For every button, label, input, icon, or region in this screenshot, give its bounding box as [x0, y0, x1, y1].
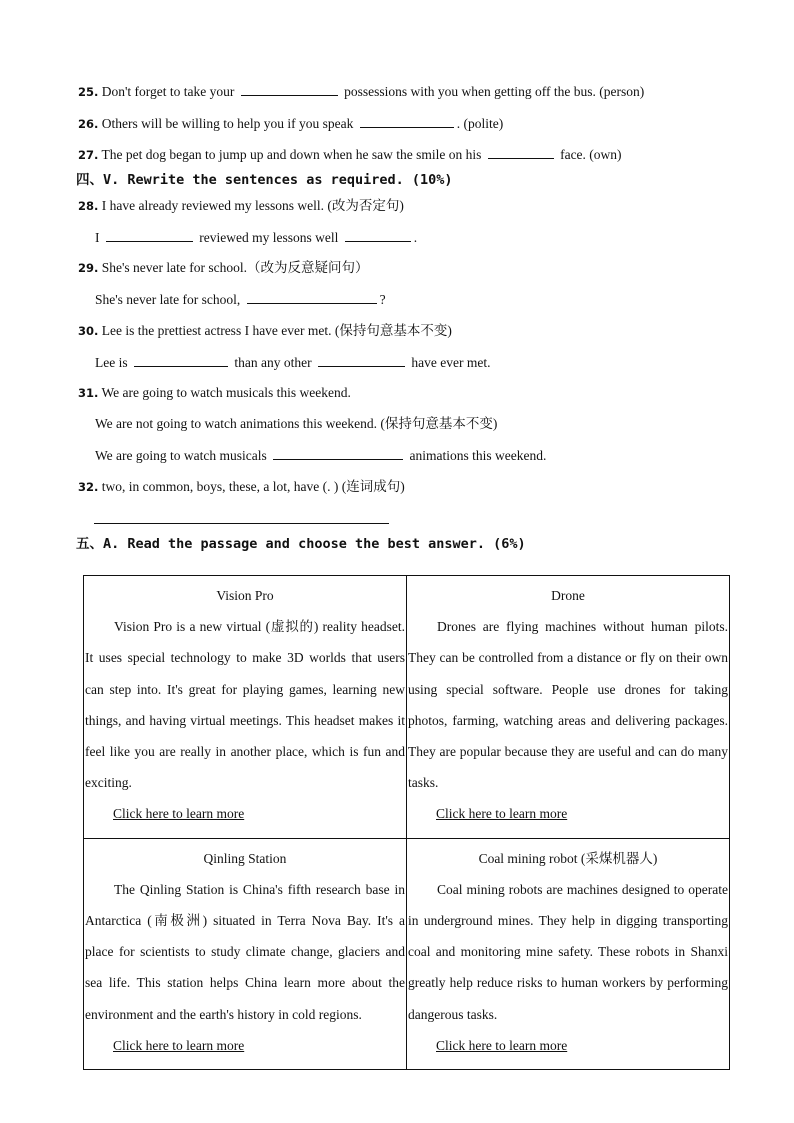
question-27	[78, 145, 622, 164]
card-title: Coal mining robot (采煤机器人)	[478, 850, 658, 866]
card-vision-pro	[84, 576, 407, 839]
answer-row-31	[95, 446, 546, 465]
answer-blank[interactable]	[488, 145, 554, 159]
learn-more-link[interactable]: Click here to learn more	[113, 806, 245, 822]
answer-text: animations this weekend.	[409, 448, 547, 463]
card-body: Coal mining robots are machines designed to operate in underground mines. They help in digging transporting coal and monitoring mine safety. These robots in Shanxi greatly help reduce risks to human workers by performing dangerous tasks.	[408, 881, 728, 1022]
answer-blank[interactable]	[273, 446, 403, 460]
learn-more-link[interactable]: Click here to learn more	[436, 1037, 568, 1053]
question-text: We are going to watch musicals this weekend.	[101, 385, 351, 400]
passage-table	[83, 575, 730, 1070]
answer-text: I	[95, 230, 100, 245]
card-coal-mining-robot	[407, 838, 730, 1069]
question-text: . (polite)	[456, 116, 504, 131]
answer-row-29	[95, 290, 386, 309]
question-text: She's never late for school.（改为反意疑问句）	[101, 260, 369, 275]
answer-line-32[interactable]	[94, 523, 389, 524]
question-31-line2: We are not going to watch animations this weekend. (保持句意基本不变)	[95, 416, 498, 431]
question-text: possessions with you when getting off the bus. (person)	[344, 84, 645, 99]
section-heading: 五、A. Read the passage and choose the best answer. (6%)	[76, 536, 526, 552]
question-text: The pet dog began to jump up and down when he saw the smile on his	[101, 147, 482, 162]
card-title: Drone	[551, 588, 585, 603]
card-body: Vision Pro is a new virtual (虚拟的) reality headset. It uses special technology to make 3D worlds that users can step into. It's great for playing games, learning new things, and having virtual meetings. This headset makes it feel like you are really in another place, which is fun and exciting.	[85, 619, 405, 791]
answer-blank[interactable]	[360, 114, 454, 128]
card-body: The Qinling Station is China's fifth research base in Antarctica (南极洲) situated in Terra Nova Bay. It's a place for scientists to study climate change, glaciers and sea life. This station helps China learn more about the environment and the earth's history in cold regions.	[85, 881, 405, 1022]
question-31	[78, 384, 351, 402]
question-text: Don't forget to take your	[101, 84, 235, 99]
card-title: Vision Pro	[216, 588, 274, 603]
question-26	[78, 114, 503, 133]
question-text: Lee is the prettiest actress I have ever met. (保持句意基本不变)	[101, 323, 452, 338]
answer-blank[interactable]	[345, 228, 411, 242]
card-drone	[407, 576, 730, 839]
section-heading: 四、V. Rewrite the sentences as required. (10%)	[76, 172, 453, 188]
question-32	[78, 478, 405, 496]
answer-text: than any other	[234, 355, 312, 370]
question-28	[78, 197, 404, 215]
answer-blank[interactable]	[318, 353, 405, 367]
question-number: 30.	[78, 324, 99, 338]
answer-text: We are going to watch musicals	[95, 448, 267, 463]
question-text: two, in common, boys, these, a lot, have (. ) (连词成句)	[101, 479, 405, 494]
question-text: face. (own)	[560, 147, 622, 162]
answer-text: .	[413, 230, 418, 245]
card-title: Qinling Station	[203, 850, 287, 866]
learn-more-link[interactable]: Click here to learn more	[436, 806, 568, 822]
question-number: 28.	[78, 199, 99, 213]
answer-row-28	[95, 228, 417, 247]
question-number: 32.	[78, 480, 99, 494]
answer-blank[interactable]	[241, 82, 338, 96]
answer-row-30	[95, 353, 490, 372]
answer-text: have ever met.	[411, 355, 491, 370]
answer-text: Lee is	[95, 355, 128, 370]
question-text: Others will be willing to help you if you speak	[101, 116, 354, 131]
card-qinling-station	[84, 838, 407, 1069]
answer-text: She's never late for school,	[95, 292, 241, 307]
answer-text: reviewed my lessons well	[199, 230, 339, 245]
question-number: 27.	[78, 148, 99, 162]
question-25	[78, 82, 644, 101]
question-number: 25.	[78, 85, 99, 99]
question-30	[78, 322, 452, 340]
answer-text: ?	[379, 292, 386, 307]
answer-blank[interactable]	[247, 290, 377, 304]
question-number: 29.	[78, 261, 99, 275]
question-number: 26.	[78, 117, 99, 131]
question-number: 31.	[78, 386, 99, 400]
question-text: I have already reviewed my lessons well. (改为否定句)	[101, 198, 404, 213]
question-29	[78, 259, 369, 277]
learn-more-link[interactable]: Click here to learn more	[113, 1037, 245, 1053]
card-body: Drones are flying machines without human pilots. They can be controlled from a distance or fly on their own using special software. People use drones for taking photos, farming, watching areas and delivering packages. They are popular because they are useful and can do many tasks.	[408, 619, 728, 791]
answer-blank[interactable]	[106, 228, 193, 242]
answer-blank[interactable]	[134, 353, 228, 367]
